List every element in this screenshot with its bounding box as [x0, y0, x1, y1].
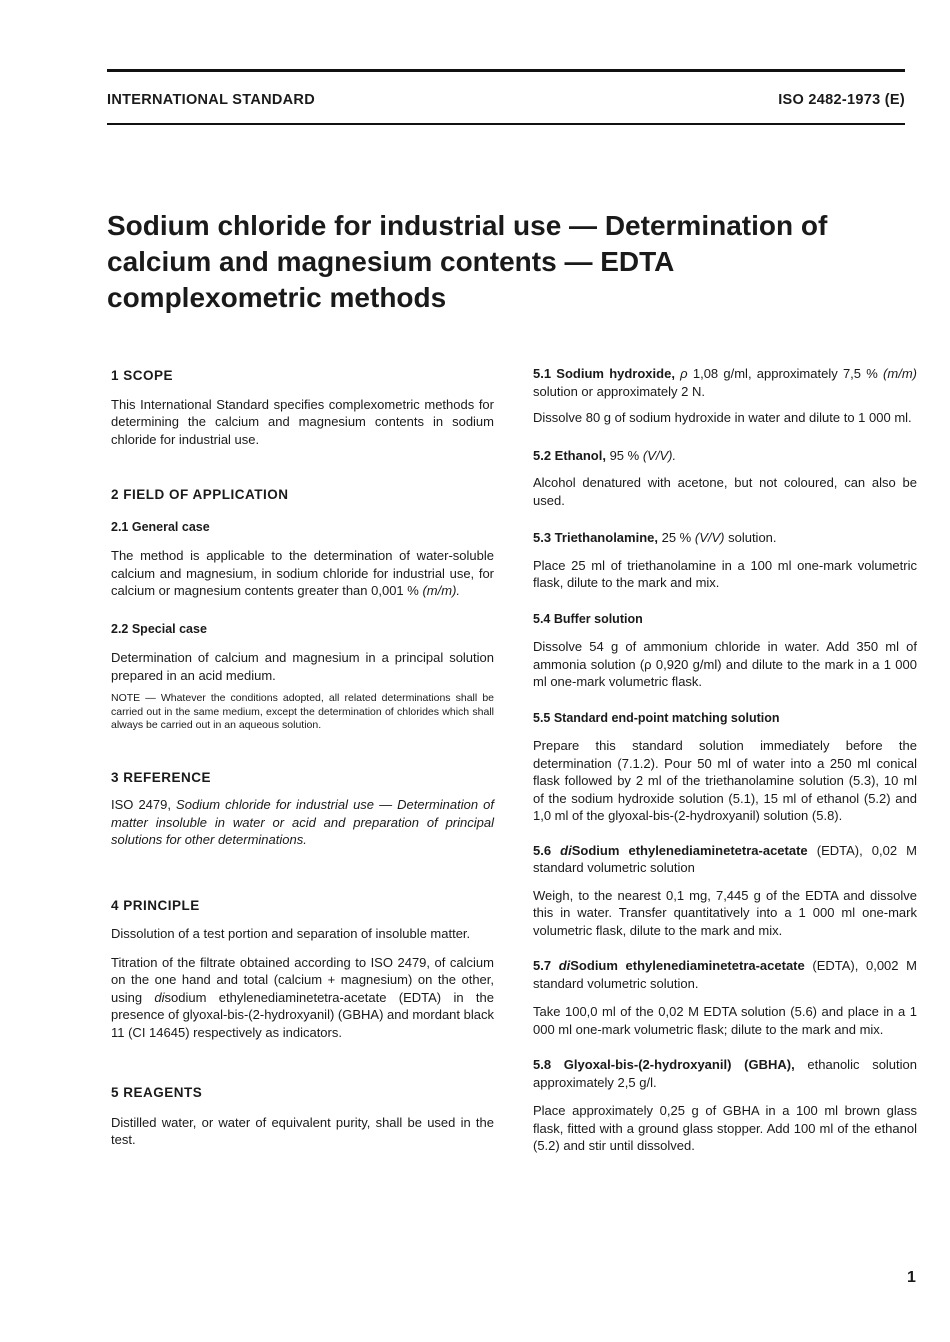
reagent-5-8: 5.8 Glyoxal-bis-(2-hydroxyanil) (GBHA), ethanolic solution approximately 2,5 g/l. [533, 1057, 917, 1090]
scope-paragraph: This International Standard specifies complexometric methods for determining the calcium and magnesium contents in sodium chloride for industrial use. [111, 396, 494, 447]
standard-number: ISO 2482-1973 (E) [778, 92, 905, 108]
document-title: Sodium chloride for industrial use — Determination of calcium and magnesium contents — EDTA complexometric methods [107, 210, 828, 313]
reagent-5-6-paragraph: Weigh, to the nearest 0,1 mg, 7,445 g of the EDTA and dissolve this in water. Transfer quantitatively into a 1 000 ml one-mark volumetric flask, dilute to the mark and mix. [533, 887, 917, 938]
special-case-paragraph: Determination of calcium and magnesium in a principal solution prepared in an acid medium. [111, 650, 494, 683]
reagent-5-7-paragraph: Take 100,0 ml of the 0,02 M EDTA solution (5.6) and place in a 1 000 ml one-mark volumetric flask; dilute to the mark and mix. [533, 1004, 917, 1037]
general-case-paragraph: The method is applicable to the determination of water-soluble calcium and magnesium, in sodium chloride for industrial use, for calcium or magnesium contents greater than 0,001 % (m/m). [111, 548, 494, 598]
right-column [533, 365, 917, 1155]
reagent-5-2: 5.2 Ethanol, 95 % (V/V). [533, 447, 677, 463]
section-heading-field: 2 FIELD OF APPLICATION [111, 487, 289, 502]
reagent-5-3-paragraph: Place 25 ml of triethanolamine in a 100 ml one-mark volumetric flask, dilute to the mark and mix. [533, 557, 917, 590]
note-paragraph: NOTE — Whatever the conditions adopted, all related determinations shall be carried out in the same medium, except the determination of chlorides which shall always be carried out in an aqueous solution. [111, 692, 494, 731]
principle-paragraph-1: Dissolution of a test portion and separation of insoluble matter. [111, 926, 471, 941]
page-number: 1 [907, 1269, 916, 1286]
reagent-5-2-paragraph: Alcohol denatured with acetone, but not coloured, can also be used. [533, 475, 917, 508]
header-label: INTERNATIONAL STANDARD [107, 92, 315, 108]
reagents-paragraph: Distilled water, or water of equivalent purity, shall be used in the test. [111, 1114, 494, 1147]
reagent-5-6: 5.6 diSodium ethylenediaminetetra-acetate (EDTA), 0,02 M standard volumetric solution [533, 842, 917, 875]
reagent-5-4-paragraph: Dissolve 54 g of ammonium chloride in water. Add 350 ml of ammonia solution (ρ 0,920 g/ml) and dilute to the mark in a 1 000 ml one-mark volumetric flask. [533, 639, 917, 689]
reagent-5-1: 5.1 Sodium hydroxide, ρ 1,08 g/ml, approximately 7,5 % (m/m) solution or approximately 2 N. [533, 366, 917, 399]
section-heading-reference: 3 REFERENCE [111, 769, 212, 785]
reagent-5-4: 5.4 Buffer solution [533, 611, 643, 626]
reagent-5-3: 5.3 Triethanolamine, 25 % (V/V) solution. [533, 530, 777, 545]
reagent-5-8-paragraph: Place approximately 0,25 g of GBHA in a 100 ml brown glass flask, fitted with a ground glass stopper. Add 100 ml of the ethanol (5.2) and stir until dissolved. [533, 1103, 917, 1153]
section-heading-principle: 4 PRINCIPLE [111, 897, 200, 913]
subsection-heading-2-1: 2.1 General case [111, 519, 210, 534]
reagent-5-7: 5.7 diSodium ethylenediaminetetra-acetate (EDTA), 0,002 M standard volumetric solution. [533, 958, 917, 991]
section-heading-reagents: 5 REAGENTS [111, 1085, 203, 1100]
reagent-5-1-paragraph: Dissolve 80 g of sodium hydroxide in water and dilute to 1 000 ml. [533, 410, 912, 425]
header-rule-top [107, 69, 905, 72]
section-heading-scope: 1 SCOPE [111, 368, 174, 383]
reagent-5-5-paragraph: Prepare this standard solution immediately before the determination (7.1.2). Pour 50 ml of water into a 250 ml conical flask followed by 2 ml of the triethanolamine solution (5.3), 10 ml of the sodium hydroxide solution (5.1), 15 ml of ethanol (5.2) and 1,0 ml of the glyoxal-bis-(2-hydroxyanil) solution (5.8). [533, 738, 917, 823]
left-column [111, 365, 494, 1149]
reagent-5-5: 5.5 Standard end-point matching solution [533, 710, 780, 725]
subsection-heading-2-2: 2.2 Special case [111, 621, 207, 636]
principle-paragraph-2: Titration of the filtrate obtained according to ISO 2479, of calcium on the one hand and total (calcium + magnesium) on the other, using disodium ethylenediaminetetra-acetate (EDTA) in the presence of glyoxal-bis-(2-hydroxyanil) (GBHA) and mordant black 11 (CI 14645) respectively as indicators. [111, 954, 494, 1040]
header-rule-bottom [107, 123, 905, 125]
reference-paragraph: ISO 2479, Sodium chloride for industrial use — Determination of matter insoluble in water or acid and preparation of principal solutions for other determinations. [111, 797, 494, 847]
